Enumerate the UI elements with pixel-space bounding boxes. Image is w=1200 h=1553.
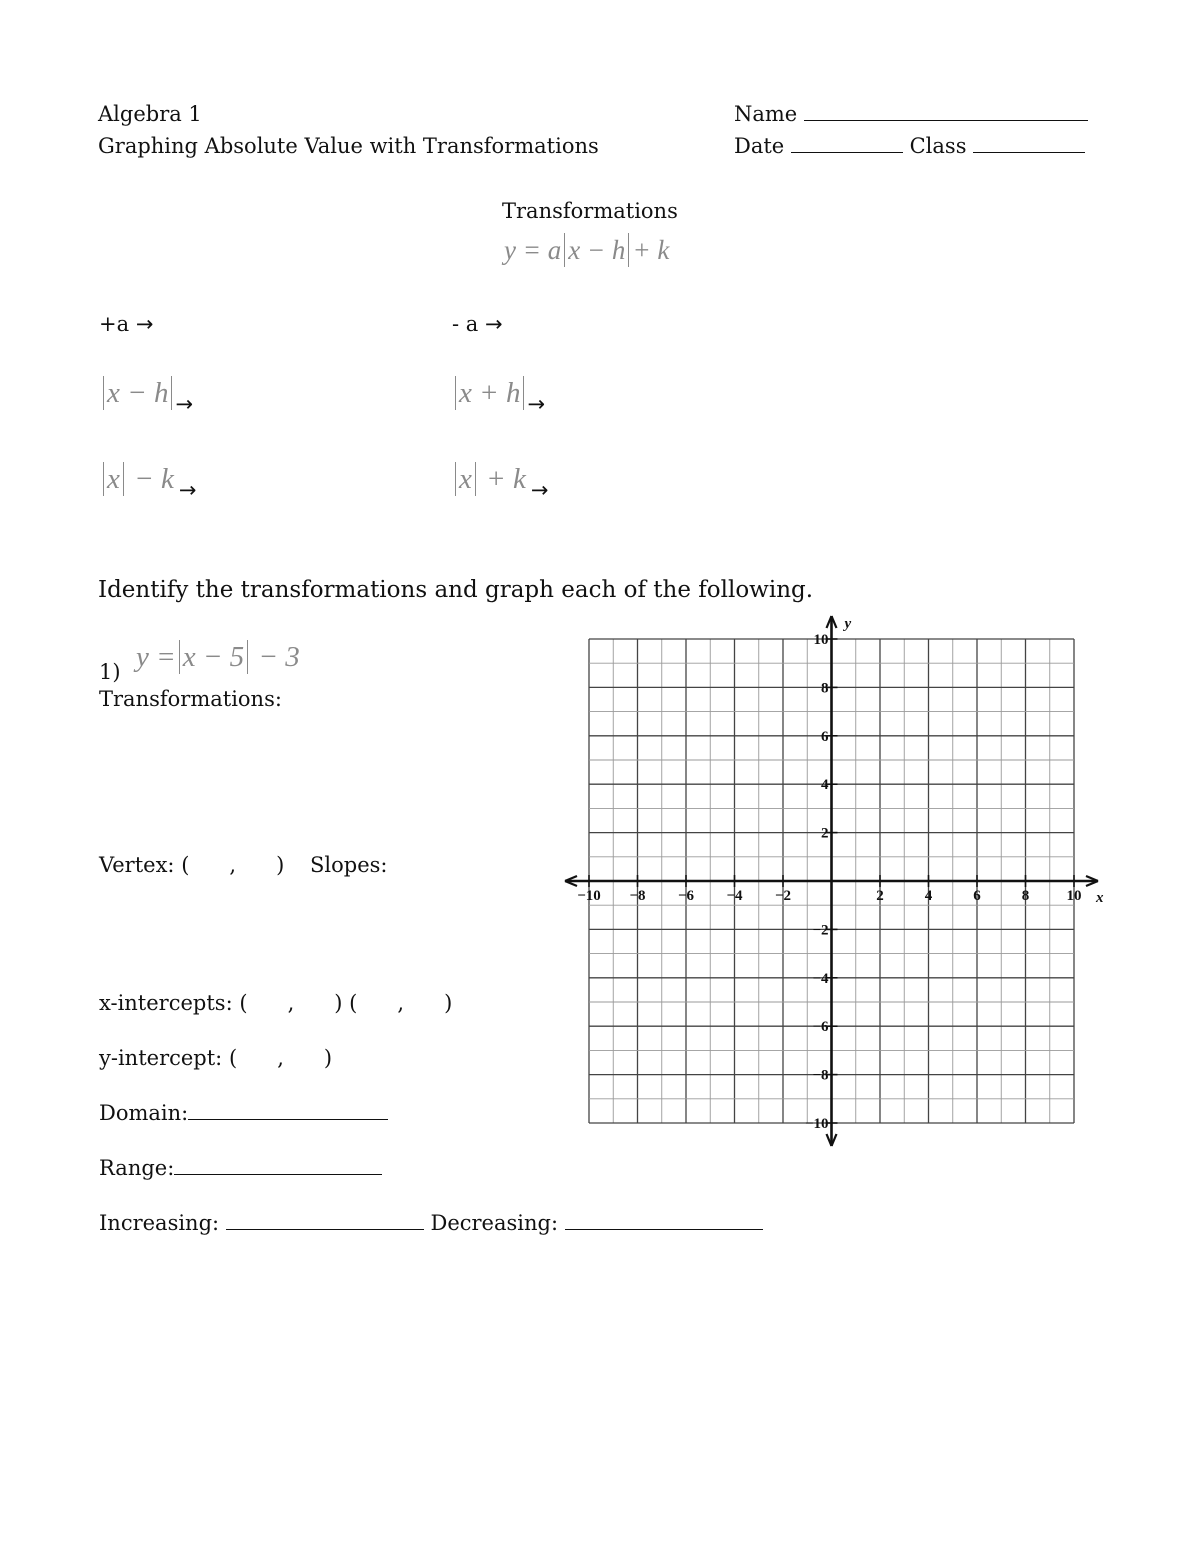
right-arrow-icon: →	[484, 312, 503, 336]
range-label: Range:	[99, 1156, 175, 1180]
slopes-label: Slopes:	[310, 853, 388, 877]
y-tick-label: −8	[812, 1067, 829, 1084]
y-tick-label: 10	[813, 632, 829, 648]
right-arrow-icon: →	[175, 392, 194, 416]
course-title: Algebra 1	[98, 102, 202, 126]
x-tick-label: 8	[1021, 888, 1030, 904]
y-tick-label: 8	[821, 680, 829, 697]
class-label: Class	[909, 134, 967, 158]
y-intercept-label: y-intercept:	[99, 1046, 223, 1070]
worksheet-title: Graphing Absolute Value with Transformations	[98, 134, 599, 158]
y-intercept-blank[interactable]: ( , )	[228, 1046, 333, 1070]
x-tick-label: −2	[774, 888, 792, 904]
name-label: Name	[734, 102, 798, 126]
y-tick-label: −10	[804, 1116, 829, 1132]
transformations-heading: Transformations	[502, 199, 678, 223]
x-axis-label: x	[1096, 890, 1104, 906]
vertex-blank[interactable]: ( , )	[181, 853, 285, 877]
x-intercepts-label: x-intercepts:	[99, 991, 233, 1015]
x-tick-label: 6	[973, 888, 981, 904]
x-tick-label: −4	[726, 888, 743, 904]
x-tick-label: −8	[629, 888, 646, 904]
x-intercepts-blank[interactable]: ( , ) ( , )	[239, 991, 453, 1015]
transformations-label: Transformations:	[99, 687, 282, 711]
problem-equation: y = x − 5 − 3	[136, 641, 300, 673]
x-tick-label: 10	[1066, 888, 1082, 904]
right-arrow-icon: →	[527, 392, 546, 416]
y-tick-label: 6	[821, 728, 829, 745]
x-tick-label: −10	[577, 888, 601, 904]
date-label: Date	[734, 134, 785, 158]
problem-number: 1)	[99, 660, 121, 684]
horizontal-shift-right-rule: x − h →	[100, 376, 193, 410]
x-tick-label: 4	[924, 888, 933, 904]
vertical-shift-up-rule: x + k →	[452, 462, 549, 496]
y-tick-label: −2	[812, 922, 829, 939]
y-tick-label: 2	[821, 825, 829, 842]
general-form-equation: y = a x − h + k	[504, 235, 670, 265]
y-tick-label: −4	[812, 970, 829, 987]
negative-a-rule: - a →	[452, 312, 503, 336]
x-tick-label: −6	[677, 888, 695, 904]
increasing-label: Increasing:	[99, 1211, 220, 1235]
horizontal-shift-left-rule: x + h →	[452, 376, 545, 410]
right-arrow-icon: →	[178, 478, 197, 502]
y-axis-label: y	[844, 616, 852, 632]
domain-label: Domain:	[99, 1101, 189, 1125]
positive-a-rule: +a →	[99, 312, 154, 336]
instructions: Identify the transformations and graph each of the following.	[98, 577, 814, 603]
right-arrow-icon: →	[530, 478, 549, 502]
vertical-shift-down-rule: x − k →	[100, 462, 197, 496]
x-tick-label: 2	[876, 888, 884, 904]
vertex-label: Vertex:	[99, 853, 175, 877]
y-tick-label: −6	[812, 1019, 829, 1036]
decreasing-label: Decreasing:	[430, 1211, 559, 1235]
y-tick-label: 4	[821, 777, 829, 794]
right-arrow-icon: →	[135, 312, 154, 336]
